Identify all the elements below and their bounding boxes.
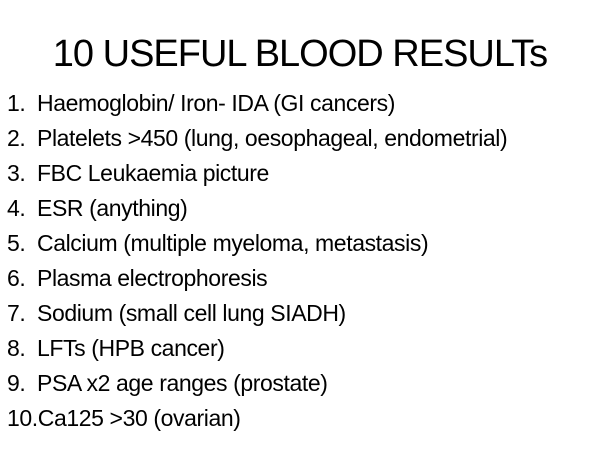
list-item [7, 226, 600, 261]
list-item-text: PSA x2 age ranges (prostate) [37, 370, 328, 396]
blood-results-list [7, 86, 600, 436]
list-item-text: Haemoglobin/ Iron- IDA (GI cancers) [37, 90, 395, 116]
list-item-number: 3. [7, 160, 26, 186]
list-item-number: 4. [7, 195, 26, 221]
list-item-text: Ca125 >30 (ovarian) [37, 405, 241, 431]
list-item [7, 401, 600, 436]
list-item-text: Platelets >450 (lung, oesophageal, endometrial) [37, 125, 508, 151]
list-item-number: 5. [7, 230, 26, 256]
list-item [7, 156, 600, 191]
list-item-text: Sodium (small cell lung SIADH) [37, 300, 346, 326]
list-item-number: 1. [7, 90, 26, 116]
list-item-number: 10. [7, 405, 38, 431]
list-item [7, 331, 600, 366]
list-item-text: ESR (anything) [37, 195, 188, 221]
list-item-number: 2. [7, 125, 26, 151]
list-item-number: 7. [7, 300, 26, 326]
list-item-text: Plasma electrophoresis [37, 265, 268, 291]
list-item [7, 121, 600, 156]
list-item [7, 366, 600, 401]
list-item-text: FBC Leukaemia picture [37, 160, 269, 186]
list-item-text: Calcium (multiple myeloma, metastasis) [37, 230, 429, 256]
list-item [7, 296, 600, 331]
list-item [7, 191, 600, 226]
list-item [7, 86, 600, 121]
list-item-text: LFTs (HPB cancer) [37, 335, 225, 361]
list-item [7, 261, 600, 296]
slide-title: 10 USEFUL BLOOD RESULTs [52, 33, 548, 75]
list-item-number: 8. [7, 335, 26, 361]
list-item-number: 9. [7, 370, 26, 396]
list-item-number: 6. [7, 265, 26, 291]
